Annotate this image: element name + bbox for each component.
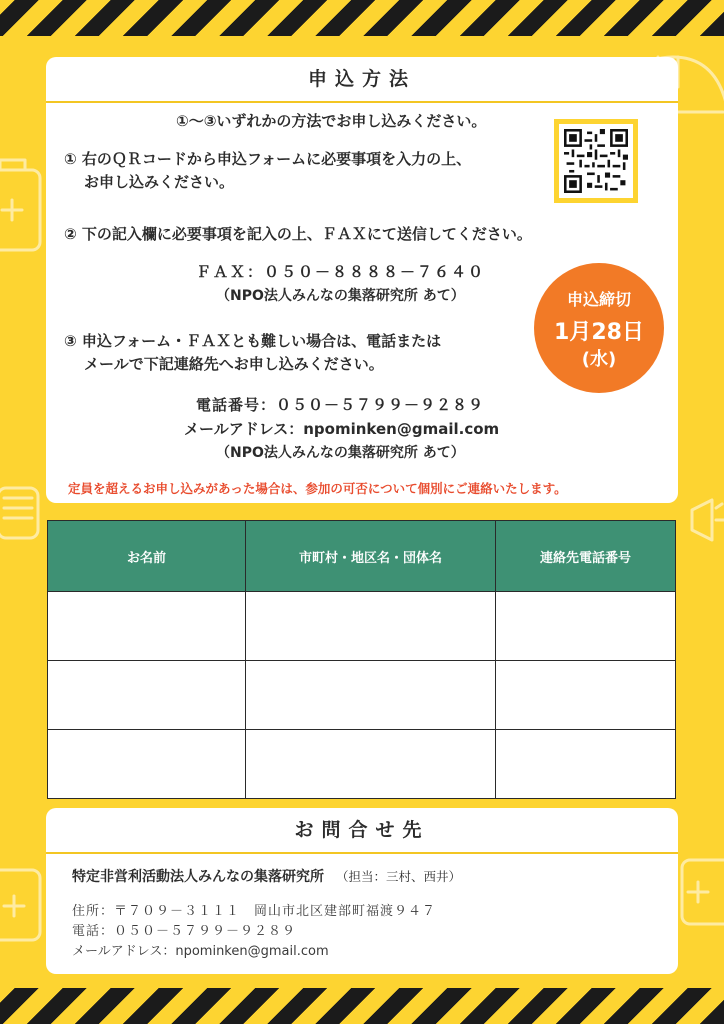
table-row bbox=[48, 730, 676, 799]
area-cell[interactable] bbox=[246, 730, 496, 799]
application-method-title: 申込方法 bbox=[46, 57, 678, 103]
method-item-qr-line1: ① 右のＱＲコードから申込フォームに必要事項を入力の上、 bbox=[64, 150, 472, 168]
phone-cell[interactable] bbox=[496, 592, 676, 661]
table-row bbox=[48, 592, 676, 661]
capacity-warning: 定員を超えるお申し込みがあった場合は、参加の可否について個別にご連絡いたします。 bbox=[68, 481, 567, 496]
header-area-group: 市町村・地区名・団体名 bbox=[246, 521, 496, 592]
contact-organization-name: 特定非営利活動法人みんなの集落研究所 bbox=[72, 869, 324, 885]
contact-staff: （担当：三村、西井） bbox=[336, 869, 462, 884]
phone-cell[interactable] bbox=[496, 661, 676, 730]
area-cell[interactable] bbox=[246, 661, 496, 730]
contact-title: お問合せ先 bbox=[46, 808, 678, 854]
table-row bbox=[48, 661, 676, 730]
method-item-phone-mail bbox=[64, 330, 441, 376]
application-form-table bbox=[47, 520, 676, 799]
contact-address: 住所：〒７０９－３１１１ 岡山市北区建部町福渡９４７ bbox=[72, 904, 437, 919]
application-method-card bbox=[46, 57, 678, 503]
email-address[interactable]: メールアドレス：npominken@gmail.com bbox=[184, 420, 500, 438]
area-cell[interactable] bbox=[246, 592, 496, 661]
contact-phone: 電話：０５０－５７９９－９２８９ bbox=[72, 924, 297, 939]
header-phone: 連絡先電話番号 bbox=[496, 521, 676, 592]
deadline-badge bbox=[534, 263, 664, 393]
table-header-row bbox=[48, 521, 676, 592]
name-cell[interactable] bbox=[48, 730, 246, 799]
qr-code-icon bbox=[564, 129, 628, 193]
name-cell[interactable] bbox=[48, 592, 246, 661]
qr-code[interactable] bbox=[554, 119, 638, 203]
phone-number: 電話番号：０５０－５７９９－９２８９ bbox=[196, 396, 485, 414]
name-cell[interactable] bbox=[48, 661, 246, 730]
contact-email[interactable]: メールアドレス：npominken@gmail.com bbox=[72, 944, 329, 959]
header-name: お名前 bbox=[48, 521, 246, 592]
method-item-phone-mail-line2: メールで下記連絡先へお申し込みください。 bbox=[84, 355, 384, 373]
fax-addressee: （NPO法人みんなの集落研究所 あて） bbox=[216, 288, 465, 304]
fax-number: ＦＡＸ：０５０－８８８８－７６４０ bbox=[196, 263, 486, 281]
method-lead-text: ①～③いずれかの方法でお申し込みください。 bbox=[176, 112, 487, 130]
hazard-stripes-top bbox=[0, 0, 724, 36]
method-item-fax: ② 下の記入欄に必要事項を記入の上、ＦＡＸにて送信してください。 bbox=[64, 225, 532, 243]
contact-organization bbox=[72, 866, 461, 886]
contact-card bbox=[46, 808, 678, 974]
method-item-phone-mail-line1: ③ 申込フォーム・ＦＡＸとも難しい場合は、電話または bbox=[64, 332, 442, 350]
deadline-date: 1月28日 bbox=[554, 320, 644, 345]
first-aid-kit-icon bbox=[0, 150, 50, 260]
hazard-stripes-bottom bbox=[0, 988, 724, 1024]
deadline-weekday: (水) bbox=[581, 349, 617, 370]
first-aid-kit-icon bbox=[676, 840, 724, 940]
method-item-qr-line2: お申し込みください。 bbox=[84, 173, 235, 191]
phone-cell[interactable] bbox=[496, 730, 676, 799]
megaphone-icon bbox=[682, 490, 724, 560]
method-item-qr bbox=[64, 148, 471, 194]
deadline-label: 申込締切 bbox=[566, 290, 631, 309]
mail-addressee: （NPO法人みんなの集落研究所 あて） bbox=[216, 445, 465, 461]
